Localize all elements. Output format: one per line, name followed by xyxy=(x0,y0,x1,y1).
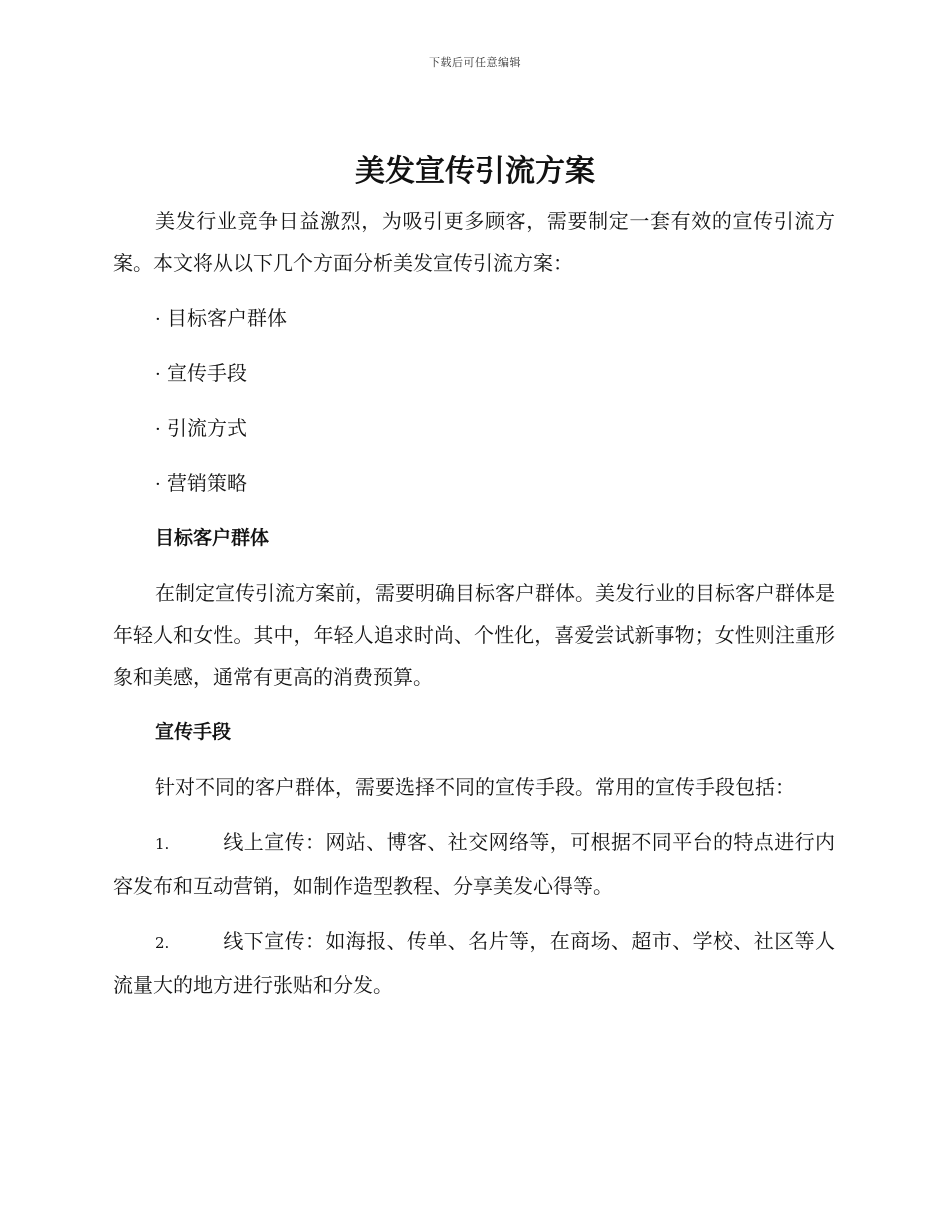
section-heading: 目标客户群体 xyxy=(155,527,270,549)
document-body xyxy=(113,200,835,1006)
header-note: 下载后可任意编辑 xyxy=(429,56,521,69)
bullet-marker: · xyxy=(155,474,161,495)
bullet-marker: · xyxy=(155,419,161,440)
numbered-item-text: 线上宣传：网站、博客、社交网络等，可根据不同平台的特点进行内容发布和互动营销，如制作造型教程、分享美发心得等。 xyxy=(113,830,835,898)
bullet-marker: · xyxy=(155,364,161,385)
list-item-text: 宣传手段 xyxy=(167,361,247,385)
bullet-marker: · xyxy=(155,309,161,330)
list-item xyxy=(113,407,835,449)
list-item xyxy=(113,297,835,339)
section-heading: 宣传手段 xyxy=(155,721,232,743)
section-paragraph: 在制定宣传引流方案前，需要明确目标客户群体。美发行业的目标客户群体是年轻人和女性。其中，年轻人追求时尚、个性化，喜爱尝试新事物；女性则注重形象和美感，通常有更高的消费预算。 xyxy=(113,581,835,689)
numbered-item-text: 线下宣传：如海报、传单、名片等，在商场、超市、学校、社区等人流量大的地方进行张贴和分发。 xyxy=(113,929,835,997)
numbered-item xyxy=(113,920,835,1006)
list-item-text: 目标客户群体 xyxy=(167,306,287,330)
item-number: 1. xyxy=(155,835,170,853)
section-paragraph: 针对不同的客户群体，需要选择不同的宣传手段。常用的宣传手段包括： xyxy=(155,775,795,799)
list-item-text: 营销策略 xyxy=(167,471,247,495)
item-number: 2. xyxy=(155,934,170,952)
list-item xyxy=(113,352,835,394)
numbered-item xyxy=(113,821,835,907)
bullet-list xyxy=(113,297,835,504)
list-item-text: 引流方式 xyxy=(167,416,247,440)
document-title: 美发宣传引流方案 xyxy=(355,154,595,189)
intro-paragraph: 美发行业竞争日益激烈，为吸引更多顾客，需要制定一套有效的宣传引流方案。本文将从以下几个方面分析美发宣传引流方案： xyxy=(113,209,835,275)
list-item xyxy=(113,462,835,504)
